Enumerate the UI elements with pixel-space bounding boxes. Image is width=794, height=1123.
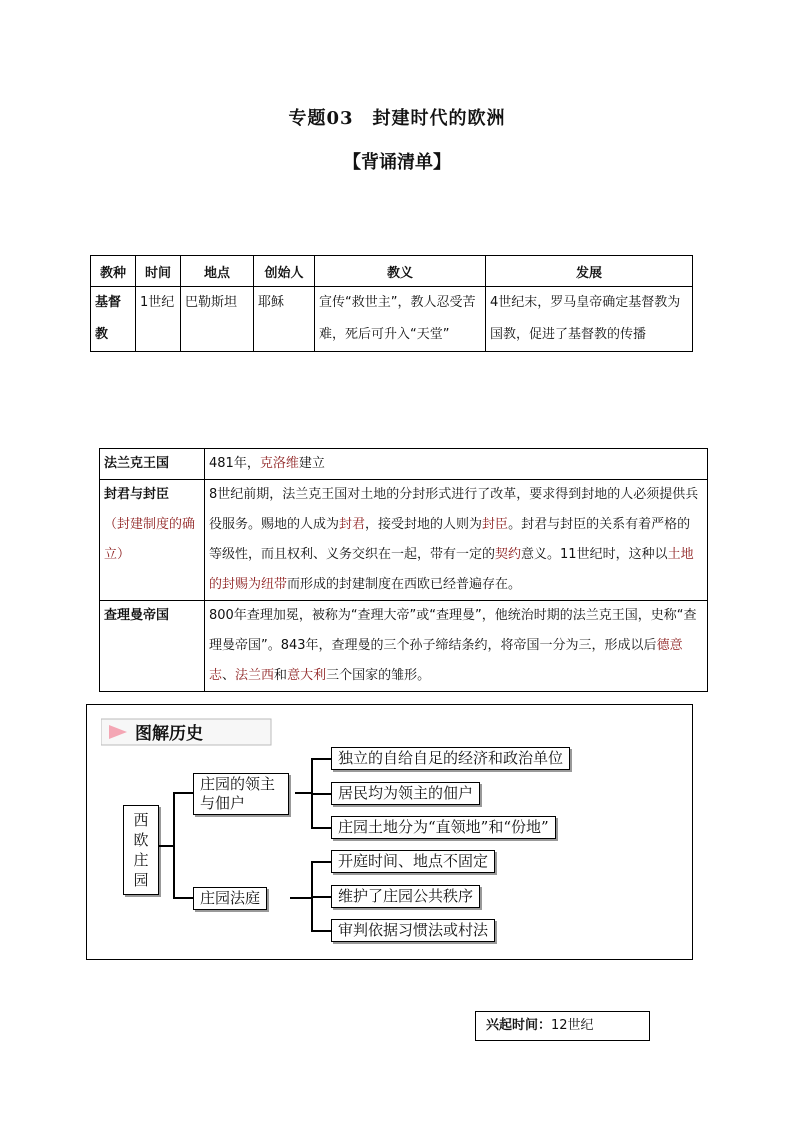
highlight-text: 德意志 [209, 638, 683, 683]
leaf-node: 审判依据习惯法或村法 [331, 919, 495, 942]
highlight-text: 契约 [495, 547, 522, 562]
cell-religion: 基督教 [91, 287, 136, 352]
header-cell: 时间 [136, 256, 181, 287]
body-text: 建立 [298, 456, 325, 471]
leaf-node: 开庭时间、地点不固定 [331, 850, 495, 873]
highlight-text: 意大利 [287, 668, 327, 683]
table-row [100, 449, 708, 480]
row-key-note: （封建制度的确立） [104, 517, 196, 562]
row-key-cell [100, 480, 205, 601]
body-text: 意义。11世纪时，这种以 [521, 547, 668, 562]
highlight-text: 封君 [339, 517, 366, 532]
header-cell: 教种 [91, 256, 136, 287]
feudal-table [99, 448, 708, 692]
rise-time-box [475, 1011, 650, 1041]
row-key: 查理曼帝国 [100, 601, 205, 692]
leaf-node: 庄园土地分为“直领地”和“份地” [331, 816, 556, 839]
table-row [100, 480, 708, 601]
cell-founder: 耶稣 [254, 287, 315, 352]
row-key: 法兰克王国 [100, 449, 205, 480]
cell-place: 巴勒斯坦 [181, 287, 254, 352]
rise-time-label: 兴起时间： [486, 1018, 552, 1033]
header-cell: 发展 [486, 256, 693, 287]
highlight-text: 封臣 [482, 517, 509, 532]
highlight-text: 法兰西 [235, 668, 275, 683]
row-content [205, 480, 708, 601]
history-diagram [86, 704, 693, 960]
branch-node-court: 庄园法庭 [193, 887, 267, 910]
cell-doctrine: 宣传“救世主”，教人忍受苦难，死后可升入“天堂” [315, 287, 486, 352]
rise-time-value: 12世纪 [551, 1018, 594, 1033]
row-content [205, 601, 708, 692]
leaf-node: 居民均为领主的佃户 [331, 782, 480, 805]
cell-development: 4世纪末，罗马皇帝确定基督教为国教，促进了基督教的传播 [486, 287, 693, 352]
row-key: 封君与封臣 [104, 487, 170, 502]
body-text: 。封君与封臣的关系有着严格的等级性，而且权利、义务交织在一起，带有一定的 [209, 517, 691, 562]
body-text: 8世纪前期，法兰克王国对土地的分封形式进行了改革，要求得到封地的人必须提供兵役服务。赐地的人成为 [209, 487, 699, 532]
table-row [100, 601, 708, 692]
page-title: 专题03 封建时代的欧洲 [288, 108, 506, 129]
leaf-node: 独立的自给自足的经济和政治单位 [331, 747, 570, 770]
body-text: 和 [274, 668, 288, 683]
table-row [91, 287, 693, 352]
row-content [205, 449, 708, 480]
diagram-header: 图解历史 [135, 724, 203, 744]
cell-time: 1世纪 [136, 287, 181, 352]
body-text: ，接受封地的人则为 [365, 517, 483, 532]
body-text: 481年， [209, 456, 260, 471]
page-subtitle: 【背诵清单】 [343, 152, 451, 173]
body-text: 800年查理加冕，被称为“查理大帝”或“查理曼”，他统治时期的法兰克王国，史称“查理曼帝国”。843年，查理曼的三个孙子缔结条约，将帝国一分为三，形成以后 [209, 608, 697, 653]
leaf-node: 维护了庄园公共秩序 [331, 885, 480, 908]
body-text: 而形成的封建制度在西欧已经普遍存在。 [287, 577, 522, 592]
table-header-row [91, 256, 693, 287]
body-text: 、 [222, 668, 236, 683]
header-cell: 地点 [181, 256, 254, 287]
branch-node-lord: 庄园的领主与佃户 [193, 773, 289, 815]
body-text: 三个国家的雏形。 [326, 668, 431, 683]
highlight-text: 土地的封赐为纽带 [209, 547, 694, 592]
religion-table [90, 255, 693, 352]
header-cell: 创始人 [254, 256, 315, 287]
header-cell: 教义 [315, 256, 486, 287]
root-node: 西欧庄园 [123, 805, 159, 895]
highlight-text: 克洛维 [259, 456, 299, 471]
